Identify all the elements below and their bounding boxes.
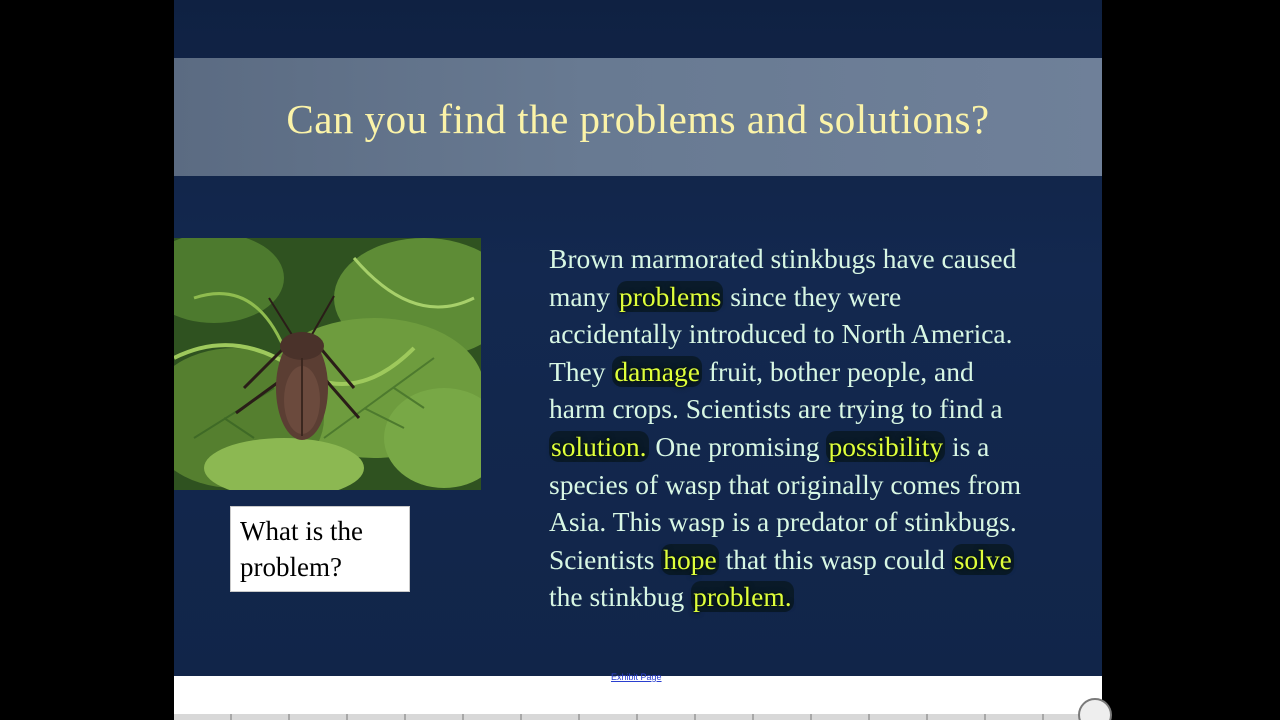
passage-text: harm crops. Scientists are trying to find a [549, 393, 1003, 425]
passage-line [549, 466, 1094, 504]
highlighted-word: solve [953, 543, 1012, 575]
sheet-tab-strip[interactable] [174, 714, 1102, 720]
passage-line [549, 353, 1094, 391]
stinkbug-photo [174, 238, 481, 490]
highlighted-word: possibility [828, 430, 944, 462]
passage-text: accidentally introduced to North America. [549, 318, 1013, 350]
passage-text: that this wasp could [718, 543, 952, 575]
callout-line-1: What is the [240, 516, 363, 546]
passage-line [549, 578, 1094, 616]
highlighted-word: problem. [693, 581, 792, 613]
passage-line [549, 541, 1094, 579]
passage-text: species of wasp that originally comes from [549, 468, 1021, 500]
passage-line [549, 240, 1094, 278]
highlighted-word: problems [618, 280, 722, 312]
highlighted-word: damage [614, 355, 700, 387]
passage-text: Asia. This wasp is a predator of stinkbugs. [549, 506, 1017, 538]
passage-line [549, 315, 1094, 353]
bottom-toolbar [174, 672, 1102, 720]
exhibit-page-link[interactable]: Exhibit Page [611, 672, 662, 682]
slide [174, 0, 1102, 676]
passage-text: fruit, bother people, and [701, 355, 974, 387]
passage-line [549, 503, 1094, 541]
passage-text: the stinkbug [549, 581, 692, 613]
passage-text: Scientists [549, 543, 662, 575]
passage-line [549, 278, 1094, 316]
passage-text: many [549, 280, 617, 312]
highlighted-word: hope [663, 543, 717, 575]
passage-text: One promising [648, 430, 827, 462]
passage-text: since they were [723, 280, 902, 312]
slide-title: Can you find the problems and solutions? [286, 96, 990, 142]
passage-text: Brown marmorated stinkbugs have caused [549, 243, 1017, 274]
passage-line [549, 390, 1094, 428]
passage-text: is a [945, 430, 990, 462]
callout-line-2: problem? [240, 552, 342, 582]
reading-passage [549, 240, 1094, 616]
question-callout [230, 506, 410, 592]
title-band [174, 58, 1102, 176]
passage-line [549, 428, 1094, 466]
highlighted-word: solution. [551, 430, 647, 462]
scroll-corner-icon[interactable] [1078, 698, 1112, 720]
passage-text: They [549, 355, 613, 387]
